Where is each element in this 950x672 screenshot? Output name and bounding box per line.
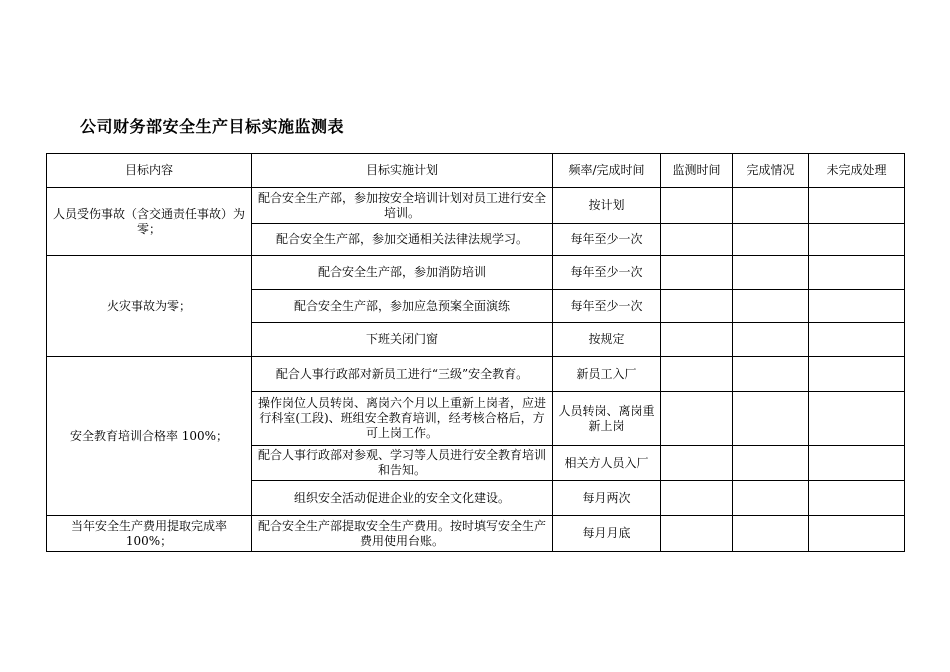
- freq-cell: 按计划: [553, 188, 661, 224]
- plan-cell: 下班关闭门窗: [252, 323, 553, 357]
- plan-cell: 配合安全生产部，参加按安全培训计划对员工进行安全培训。: [252, 188, 553, 224]
- monitor-cell: [661, 256, 733, 290]
- page-title: 公司财务部安全生产目标实施监测表: [80, 117, 345, 136]
- status-cell: [733, 516, 809, 552]
- plan-cell: 组织安全活动促进企业的安全文化建设。: [252, 481, 553, 516]
- table-row: [47, 256, 905, 290]
- handling-cell: [809, 256, 905, 290]
- header-content: 目标内容: [47, 154, 252, 188]
- table-row: [47, 357, 905, 392]
- plan-cell: 配合人事行政部对新员工进行“三级”安全教育。: [252, 357, 553, 392]
- plan-cell: 配合人事行政部对参观、学习等人员进行安全教育培训和告知。: [252, 446, 553, 481]
- freq-cell: 每月两次: [553, 481, 661, 516]
- freq-cell: 每年至少一次: [553, 256, 661, 290]
- monitor-cell: [661, 516, 733, 552]
- header-freq: 频率/完成时间: [553, 154, 661, 188]
- freq-cell: 每年至少一次: [553, 224, 661, 256]
- plan-cell: 配合安全生产部提取安全生产费用。按时填写安全生产费用使用台账。: [252, 516, 553, 552]
- monitor-cell: [661, 392, 733, 446]
- header-monitor: 监测时间: [661, 154, 733, 188]
- handling-cell: [809, 188, 905, 224]
- target-cell: 人员受伤事故（含交通责任事故）为零；: [47, 188, 252, 256]
- handling-cell: [809, 516, 905, 552]
- monitor-cell: [661, 224, 733, 256]
- status-cell: [733, 323, 809, 357]
- target-cell: 当年安全生产费用提取完成率 100%；: [47, 516, 252, 552]
- plan-cell: 配合安全生产部，参加消防培训: [252, 256, 553, 290]
- header-plan: 目标实施计划: [252, 154, 553, 188]
- handling-cell: [809, 290, 905, 323]
- freq-cell: 相关方人员入厂: [553, 446, 661, 481]
- plan-cell: 操作岗位人员转岗、离岗六个月以上重新上岗者，应进行科室(工段)、班组安全教育培训，经考核合格后，方可上岗工作。: [252, 392, 553, 446]
- monitor-cell: [661, 481, 733, 516]
- freq-cell: 按规定: [553, 323, 661, 357]
- handling-cell: [809, 224, 905, 256]
- handling-cell: [809, 323, 905, 357]
- handling-cell: [809, 357, 905, 392]
- status-cell: [733, 446, 809, 481]
- status-cell: [733, 357, 809, 392]
- monitoring-table: [46, 153, 905, 552]
- freq-cell: 每年至少一次: [553, 290, 661, 323]
- monitor-cell: [661, 323, 733, 357]
- monitor-cell: [661, 188, 733, 224]
- freq-cell: 每月月底: [553, 516, 661, 552]
- target-cell: 火灾事故为零；: [47, 256, 252, 357]
- status-cell: [733, 481, 809, 516]
- monitor-cell: [661, 446, 733, 481]
- header-status: 完成情况: [733, 154, 809, 188]
- status-cell: [733, 256, 809, 290]
- plan-cell: 配合安全生产部，参加应急预案全面演练: [252, 290, 553, 323]
- freq-cell: 新员工入厂: [553, 357, 661, 392]
- status-cell: [733, 188, 809, 224]
- monitor-cell: [661, 357, 733, 392]
- handling-cell: [809, 481, 905, 516]
- header-handling: 未完成处理: [809, 154, 905, 188]
- header-row: [47, 154, 905, 188]
- monitor-cell: [661, 290, 733, 323]
- handling-cell: [809, 446, 905, 481]
- status-cell: [733, 290, 809, 323]
- plan-cell: 配合安全生产部，参加交通相关法律法规学习。: [252, 224, 553, 256]
- status-cell: [733, 224, 809, 256]
- freq-cell: 人员转岗、离岗重新上岗: [553, 392, 661, 446]
- table-row: [47, 188, 905, 224]
- handling-cell: [809, 392, 905, 446]
- table-row: [47, 516, 905, 552]
- target-cell: 安全教育培训合格率 100%；: [47, 357, 252, 516]
- status-cell: [733, 392, 809, 446]
